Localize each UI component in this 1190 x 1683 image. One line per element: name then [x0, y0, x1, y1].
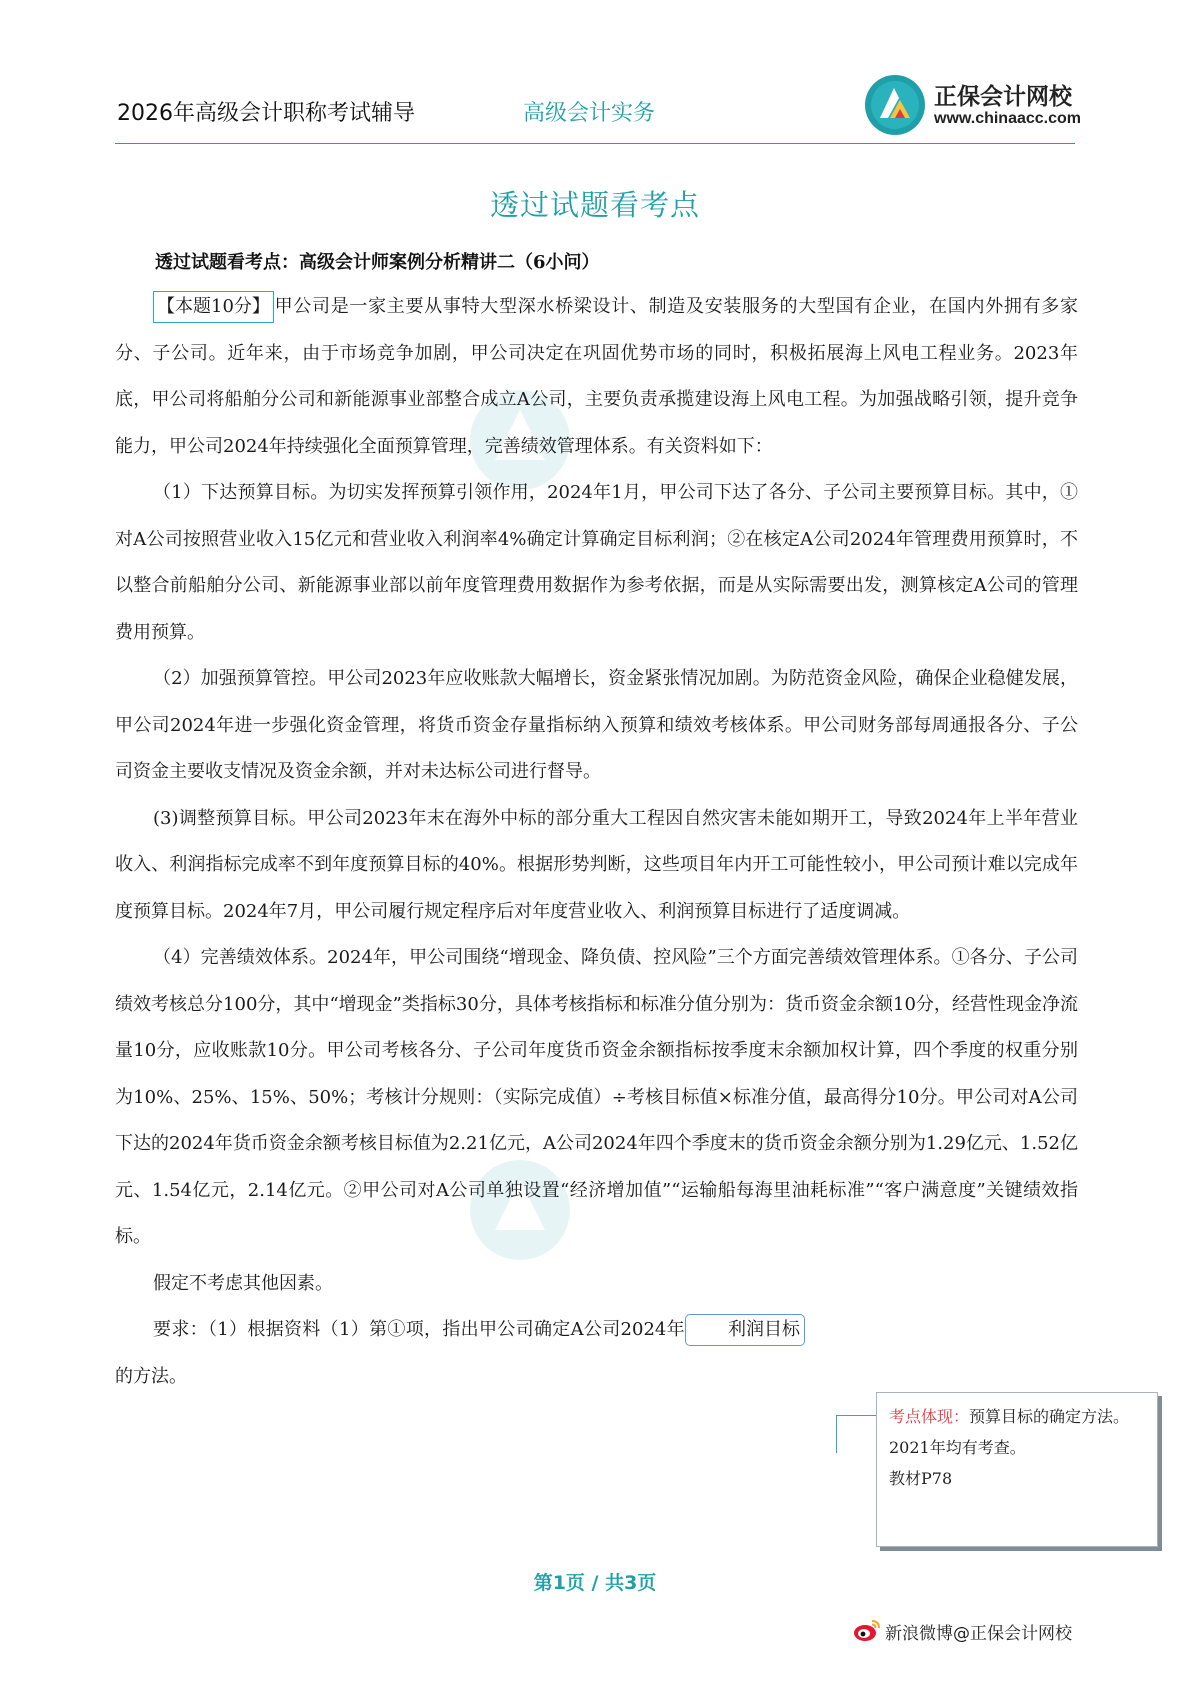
callout-connector — [836, 1415, 837, 1453]
intro-paragraph — [115, 284, 1078, 470]
note-text: 预算目标的确定方法。 — [969, 1407, 1130, 1426]
exam-title: 2026年高级会计职称考试辅导 — [117, 101, 415, 126]
callout-connector — [836, 1415, 876, 1416]
logo-name: 正保会计网校 — [934, 84, 1072, 110]
logo-url: www.chinaacc.com — [934, 110, 1082, 127]
page-number: 第1页 / 共3页 — [533, 1572, 657, 1594]
requirement-end: 的方法。 — [115, 1365, 187, 1387]
note-line-1 — [889, 1401, 1145, 1432]
page-subtitle: 透过试题看考点：高级会计师案例分析精讲二（6小问） — [155, 252, 600, 273]
assumption-paragraph: 假定不考虑其他因素。 — [153, 1272, 333, 1294]
note-line-2: 2021年均有考查。 — [889, 1438, 1026, 1457]
material-paragraph-2: （2）加强预算管控。甲公司2023年应收账款大幅增长，资金紧张情况加剧。为防范资金风险，确保企业稳健发展，甲公司2024年进一步强化资金管理，将货币资金存量指标纳入预算和绩效考核体系。甲公司财务部每周通报各分、子公司资金主要收支情况及资金余额，并对未达标公司进行督导。 — [115, 668, 1078, 782]
subject-title: 高级会计实务 — [523, 101, 656, 126]
highlight-box: 利润目标 — [685, 1314, 805, 1346]
page-title: 透过试题看考点 — [489, 188, 700, 222]
weibo-icon — [853, 1618, 881, 1642]
intro-text: 甲公司是一家主要从事特大型深水桥梁设计、制造及安装服务的大型国有企业，在国内外拥有多家分、子公司。近年来，由于市场竞争加剧，甲公司决定在巩固优势市场的同时，积极拓展海上风电工程业务。2023年底，甲公司将船舶分公司和新能源事业部整合成立A公司，主要负责承揽建设海上风电工程。为加强战略引领，提升竞争能力，甲公司2024年持续强化全面预算管理，完善绩效管理体系。有关资料如下： — [115, 296, 1078, 457]
requirement-text: 要求：（1）根据资料（1）第①项，指出甲公司确定A公司2024年 — [153, 1319, 685, 1340]
material-paragraph-1: （1）下达预算目标。为切实发挥预算引领作用，2024年1月，甲公司下达了各分、子公司主要预算目标。其中，①对A公司按照营业收入15亿元和营业收入利润率4%确定计算确定目标利润；②在核定A公司2024年管理费用预算时，不以整合前船舶分公司、新能源事业部以前年度管理费用数据作为参考依据，而是从实际需要出发，测算核定A公司的管理费用预算。 — [115, 482, 1078, 643]
requirement-paragraph — [115, 1307, 805, 1400]
question-body — [115, 284, 1078, 1400]
material-paragraph-4: （4）完善绩效体系。2024年，甲公司围绕“增现金、降负债、控风险”三个方面完善绩效管理体系。①各分、子公司绩效考核总分100分，其中“增现金”类指标30分，具体考核指标和标准分值分别为：货币资金余额10分，经营性现金净流量10分，应收账款10分。甲公司考核各分、子公司年度货币资金余额指标按季度末余额加权计算，四个季度的权重分别为10%、25%、15%、50%；考核计分规则：（实际完成值）÷考核目标值×标准分值，最高得分10分。甲公司对A公司下达的2024年货币资金余额考核目标值为2.21亿元，A公司2024年四个季度末的货币资金余额分别为1.29亿元、1.52亿元、1.54亿元，2.14亿元。②甲公司对A公司单独设置“经济增加值”“运输船每海里油耗标准”“客户满意度”关键绩效指标。 — [115, 947, 1078, 1247]
note-label: 考点体现： — [889, 1407, 970, 1426]
header-divider — [115, 143, 1075, 144]
weibo-handle: 新浪微博@正保会计网校 — [885, 1624, 1072, 1644]
chinaacc-logo-icon — [864, 74, 926, 136]
exam-point-note — [876, 1392, 1158, 1547]
chinaacc-logo[interactable] — [864, 74, 1082, 136]
material-paragraph-3: (3)调整预算目标。甲公司2023年末在海外中标的部分重大工程因自然灾害未能如期开工，导致2024年上半年营业收入、利润指标完成率不到年度预算目标的40%。根据形势判断，这些项目年内开工可能性较小，甲公司预计难以完成年度预算目标。2024年7月，甲公司履行规定程序后对年度营业收入、利润预算目标进行了适度调减。 — [115, 807, 1078, 922]
note-line-3: 教材P78 — [889, 1469, 953, 1488]
score-tag: 【本题10分】 — [153, 291, 274, 323]
